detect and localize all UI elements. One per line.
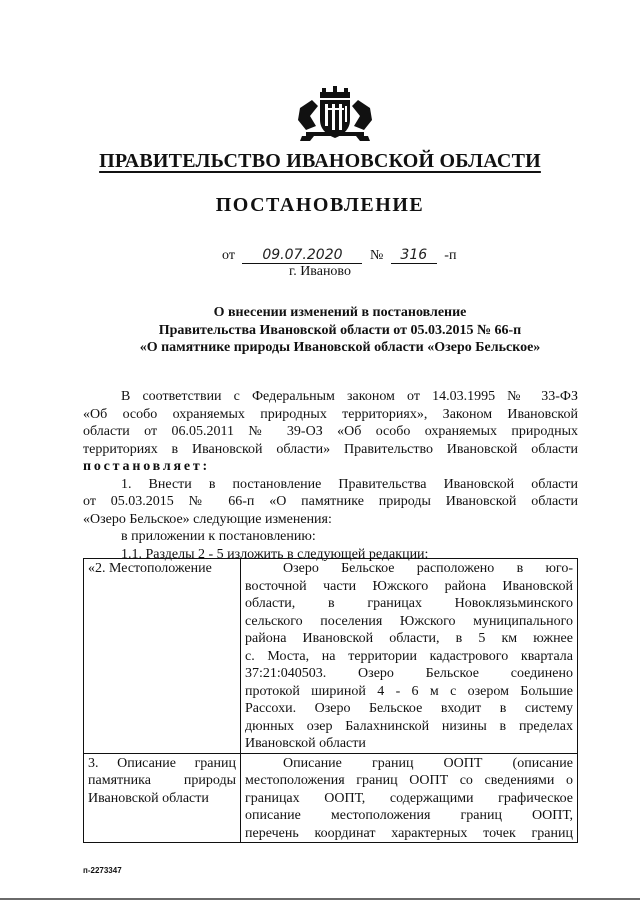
preamble-line: области от 06.05.2011 № 39-ОЗ «Об особо охраняемых природных xyxy=(83,424,578,439)
document-title xyxy=(40,304,640,357)
government-name: ПРАВИТЕЛЬСТВО ИВАНОВСКОЙ ОБЛАСТИ xyxy=(99,150,541,172)
scan-edge-divider xyxy=(0,898,640,900)
cell-line: местоположения границ ООПТ со сведениями о xyxy=(245,773,573,788)
sections-table xyxy=(83,558,578,843)
date-number-line xyxy=(222,247,456,264)
from-label: от xyxy=(222,248,235,263)
title-line: «О памятнике природы Ивановской области «Озеро Бельское» xyxy=(139,340,541,355)
item1-line: от 05.03.2015 № 66-п «О памятнике природы Ивановской области xyxy=(83,494,578,509)
title-line: Правительства Ивановской области от 05.03.2015 № 66-п xyxy=(158,322,522,338)
handwritten-number: 316 xyxy=(391,247,437,264)
table-cell-label xyxy=(84,559,241,754)
preamble-line: «Об особо охраняемых природных территориях», Законом Ивановской xyxy=(83,406,578,422)
document-code: п-2273347 xyxy=(83,866,122,875)
cell-line: Озеро Бельское расположено в юго- xyxy=(283,561,573,576)
cell-line: дюнных озер Балахнинской низины в пределах xyxy=(245,718,573,734)
item1-line: «Озеро Бельское» следующие изменения: xyxy=(83,511,332,527)
cell-line: описание местоположения границ ООПТ, xyxy=(245,808,573,823)
title-line: О внесении изменений в постановление xyxy=(213,305,467,320)
cell-line: области, в границах Новоклязьминского xyxy=(245,596,573,611)
cell-line: района Ивановской области, в 5 км южнее xyxy=(245,631,573,646)
document-body xyxy=(83,388,578,563)
table-cell-label xyxy=(84,753,241,843)
city: г. Иваново xyxy=(289,264,351,279)
cell-line: с. Моста, на территории кадастрового квартала xyxy=(245,648,573,664)
table-cell-text xyxy=(241,559,578,754)
preamble-line: территориях в Ивановской области» Правительство Ивановской области xyxy=(83,441,578,457)
cell-line: 37:21:040503. Озеро Бельское соединено xyxy=(245,666,573,681)
cell-line: сельского поселения Южского муниципального xyxy=(245,613,573,629)
cell-line: Рассохи. Озеро Бельское входит в систему xyxy=(245,701,573,716)
cell-line: «2. Местоположение xyxy=(88,561,212,576)
preamble-line: В соответствии с Федеральным законом от 14.03.1995 № 33-ФЗ xyxy=(121,389,578,404)
cell-line: границах ООПТ, содержащими графическое xyxy=(245,790,573,806)
table-row xyxy=(84,559,578,754)
number-label: № xyxy=(369,248,384,263)
item1-line: 1. Внести в постановление Правительства Ивановской области xyxy=(121,476,578,492)
number-suffix: -п xyxy=(444,248,457,263)
cell-line: перечень координат характерных точек границ xyxy=(245,825,573,841)
item1-1-line: 1.1. Разделы 2 - 5 изложить в следующей редакции: xyxy=(121,546,429,562)
handwritten-date: 09.07.2020 xyxy=(242,247,362,264)
cell-line: памятника природы xyxy=(88,773,236,788)
resolves-word: постановляет: xyxy=(83,459,211,474)
cell-line: восточной части Южского района Ивановской xyxy=(245,578,573,594)
table-cell-text xyxy=(241,753,578,843)
coat-of-arms-icon xyxy=(296,86,374,142)
cell-line: протокой шириной 4 - 6 м с озером Большие xyxy=(245,683,573,699)
document-type: ПОСТАНОВЛЕНИЕ xyxy=(215,194,425,216)
cell-line: Ивановской области xyxy=(88,790,209,806)
cell-line: Описание границ ООПТ (описание xyxy=(283,755,573,771)
appendix-line: в приложении к постановлению: xyxy=(121,529,316,544)
cell-line: Ивановской области xyxy=(245,736,366,751)
table-row xyxy=(84,753,578,843)
cell-line: 3. Описание границ xyxy=(88,755,236,771)
